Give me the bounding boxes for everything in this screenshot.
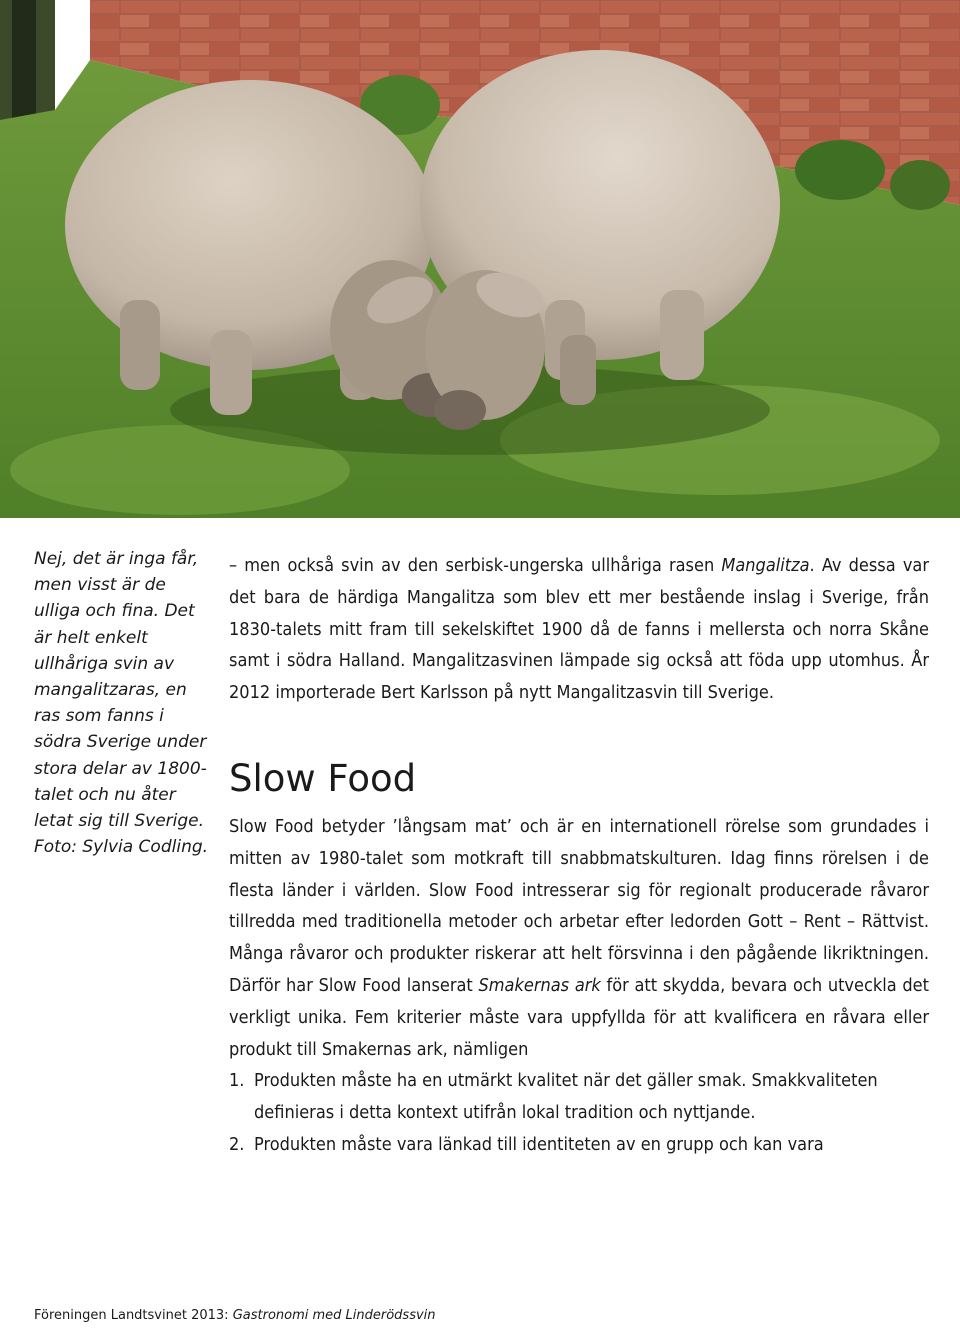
page-footer (34, 1308, 436, 1323)
main-column (229, 550, 929, 1161)
photo-caption: Nej, det är inga får, men visst är de ulliga och fina. Det är helt enkelt ullhåriga svin av mangalitzaras, en ras som fanns i södra Sverige under stora delar av 1800-talet och nu åter letat sig till Sverige. Foto: Sylvia Codling. (34, 549, 209, 858)
list-item (229, 1129, 929, 1161)
list-item (229, 1065, 929, 1129)
list-item-number: 2. (229, 1133, 245, 1155)
list-item-text: Produkten måste vara länkad till identiteten av en grupp och kan vara (254, 1133, 824, 1155)
criteria-list (229, 1065, 929, 1160)
footer-title: Gastronomi med Linderödssvin (232, 1308, 436, 1323)
body-post: för att skydda, bevara och utveckla det verkligt unika. Fem kriterier måste vara uppfyllda för att kvalificera en råvara eller produkt till Smakernas ark, nämligen (229, 974, 929, 1060)
list-item-number: 1. (229, 1070, 245, 1092)
body-pre: Slow Food betyder ’långsam mat’ och är en internationell rörelse som grundades i mitten av 1980-talet som motkraft till snabbmatskulturen. Idag finns rörelsen i de flesta länder i världen. Slow Food intresserar sig för regionalt producerade råvaror tillredda med traditionella metoder och arbetar efter ledorden Gott – Rent – Rättvist. Många råvaror och produkter riskerar att helt försvinna i den pågående likriktningen. Därför har Slow Food lanserat (229, 815, 929, 996)
ark-name: Smakernas ark (478, 974, 601, 996)
intro-lead: – men också svin av den serbisk-ungerska ullhåriga rasen (229, 555, 722, 576)
photo-mangalitza-pigs (0, 0, 960, 518)
section-heading: Slow Food (229, 756, 417, 800)
list-item-text: Produkten måste ha en utmärkt kvalitet när det gäller smak. Smakkvaliteten definieras i detta kontext utifrån lokal tradition och nyttjande. (254, 1070, 878, 1124)
footer-org: Föreningen Landtsvinet 2013: (34, 1308, 233, 1323)
slow-food-paragraph (229, 811, 929, 1065)
intro-rest: . Av dessa var det bara de härdiga Mangalitza som blev ett mer bestående inslag i Sverige, från 1830-talets mitt fram till sekelskiftet 1900 då de fanns i mellersta och norra Skåne samt i södra Halland. Mangalitzasvinen lämpade sig också att föda upp utomhus. År 2012 importerade Bert Karlsson på nytt Mangalitzasvin till Sverige. (229, 555, 929, 704)
intro-paragraph (229, 550, 929, 709)
breed-name: Mangalitza (721, 555, 810, 576)
